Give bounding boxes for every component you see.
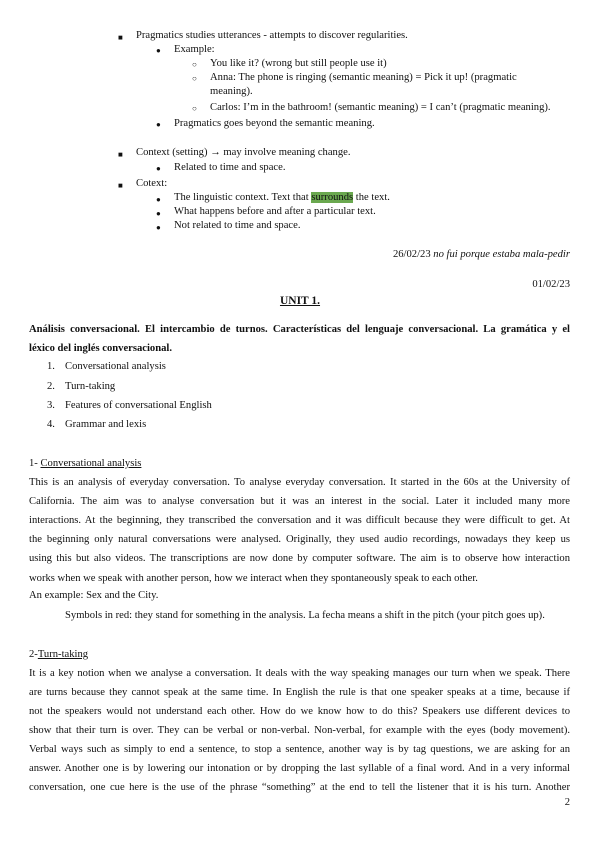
highlighted-word: surrounds — [311, 192, 354, 203]
cotext-sub: What happens before and after a particular text. — [174, 206, 376, 217]
paragraph-line: show that their turn is over. They can be verbal or non-verbal. Non-verbal, for example with the eyes (body movement). — [29, 725, 570, 736]
section-title: Turn-taking — [37, 649, 89, 660]
circle-bullet-icon: ○ — [192, 74, 197, 83]
circle-bullet-icon: ○ — [192, 60, 197, 69]
absence-note — [393, 249, 570, 262]
paragraph-line: It is a key notion when we analyse a conversation. It deals with the way speaking manages our turn when we speak. There — [29, 668, 570, 679]
unit-heading-line1: Análisis conversacional. El intercambio de turnos. Características del lenguaje conversacional. La gramática y el — [29, 324, 570, 335]
unit-heading-line2: léxico del inglés conversacional. — [29, 343, 173, 354]
outline-number: 4. — [47, 419, 55, 430]
square-bullet-icon: ■ — [118, 150, 123, 159]
round-bullet-icon: ● — [156, 223, 161, 232]
outline-number: 2. — [47, 381, 55, 392]
note-text: no fui porque estaba mala-pedir — [430, 249, 570, 260]
section-number: 1- — [29, 458, 41, 469]
pragmatics-main: Pragmatics studies utterances - attempts to discover regularities. — [136, 30, 408, 41]
circle-bullet-icon: ○ — [192, 104, 197, 113]
round-bullet-icon: ● — [156, 195, 161, 204]
note-date: 26/02/23 — [392, 249, 431, 260]
section-heading — [29, 458, 141, 471]
paragraph-line: This is an analysis of everyday conversation. To analyse everyday conversation. It started in the 60s at the University of — [29, 477, 570, 488]
round-bullet-icon: ● — [156, 46, 161, 55]
paragraph-line: works when we speak with another person, how we interact when they spontaneously speak to each other. — [29, 573, 478, 584]
section-heading — [29, 649, 88, 662]
outline-item: Turn-taking — [65, 381, 116, 392]
cotext-sub: Not related to time and space. — [174, 220, 301, 231]
paragraph-line: not the speakers would not understand each other. How do we know how to do this? Speakers use different devices to — [29, 706, 570, 717]
cotext-text: the text. — [353, 192, 390, 203]
outline-number: 3. — [47, 400, 55, 411]
example-item: Anna: The phone is ringing (semantic meaning) = Pick it up! (pragmatic — [210, 72, 517, 83]
example-line: An example: Sex and the City. — [29, 590, 159, 601]
paragraph-line: the beginning only natural conversations were analysed. Originally, they used audio recordings, nowadays they keep us — [29, 534, 570, 545]
example-label: Example: — [174, 44, 215, 55]
paragraph-line: Verbal ways such as simply to end a sentence, to stop a sentence, another way is by tag questions, we are asking for an — [29, 744, 570, 755]
square-bullet-icon: ■ — [118, 33, 123, 42]
outline-item: Conversational analysis — [65, 361, 166, 372]
paragraph-line: interactions. At the beginning, they transcribed the conversation and it was difficult because they were difficult to get. At — [29, 515, 570, 526]
round-bullet-icon: ● — [156, 209, 161, 218]
paragraph-line: using this but also videos. The transcriptions are now done by computer software. The aim is to observe how interaction — [29, 553, 570, 564]
square-bullet-icon: ■ — [118, 181, 123, 190]
cotext-main: Cotext: — [136, 178, 168, 189]
outline-item: Grammar and lexis — [65, 419, 147, 430]
cotext-sub — [174, 192, 390, 205]
context-sub: Related to time and space. — [174, 162, 286, 173]
section-title: Conversational analysis — [40, 458, 142, 469]
symbols-line: Symbols in red: they stand for something in the analysis. La fecha means a shift in the pitch (your pitch goes up). — [65, 610, 545, 621]
unit-title: UNIT 1. — [279, 295, 321, 307]
section-number: 2- — [29, 649, 38, 660]
example-item-continuation: meaning). — [210, 86, 253, 97]
outline-number: 1. — [47, 361, 55, 372]
paragraph-line: are turns because they cannot speak at the same time. In English the rule is that one speaker speaks at a time, because if — [29, 687, 570, 698]
outline-item: Features of conversational English — [65, 400, 212, 411]
paragraph-line: California. The aim was to analyse conversation but it was an interest in the social. Later it included many more — [29, 496, 570, 507]
round-bullet-icon: ● — [156, 120, 161, 129]
paragraph-line: conversation, one cue here is the use of the phrase “something” at the end to tell the listener that it is his turn. Another — [29, 782, 570, 793]
page-number: 2 — [564, 797, 570, 808]
round-bullet-icon: ● — [156, 164, 161, 173]
pragmatics-beyond: Pragmatics goes beyond the semantic meaning. — [174, 118, 375, 129]
paragraph-line: answer. Another one is by lowering our intonation or by dropping the last syllable of a final word. And in a very informal — [29, 763, 570, 774]
cotext-text: The linguistic context. Text that — [174, 192, 312, 203]
example-item: Carlos: I’m in the bathroom! (semantic meaning) = I can’t (pragmatic meaning). — [210, 102, 551, 113]
entry-date: 01/02/23 — [532, 279, 570, 290]
example-item: You like it? (wrong but still people use it) — [210, 58, 387, 69]
context-main: Context (setting) → may involve meaning change. — [136, 147, 351, 158]
